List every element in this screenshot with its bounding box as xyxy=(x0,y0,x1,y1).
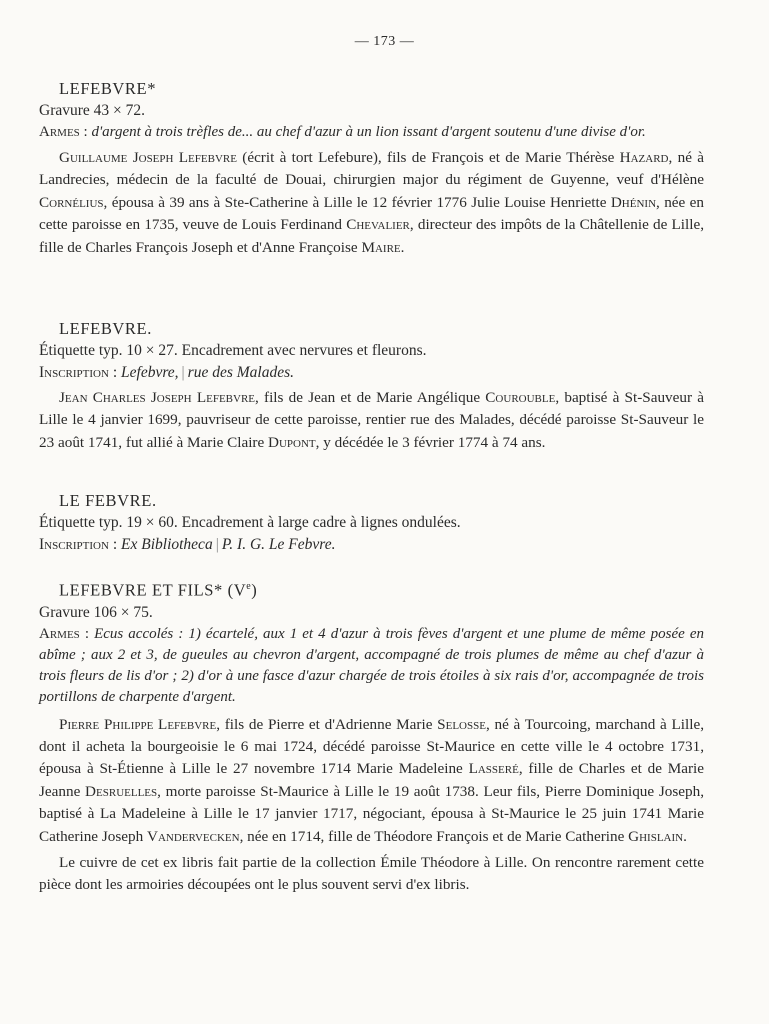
person-name: Courouble xyxy=(485,389,556,406)
person-name: Guillaume Joseph Lefebvre xyxy=(59,149,237,166)
inscription-part: rue des Malades. xyxy=(187,364,294,381)
biography-text: , fils de Pierre et d'Adrienne Marie xyxy=(216,715,438,733)
arms-description xyxy=(39,624,704,708)
entry-heading: LEFEBVRE* xyxy=(59,79,157,98)
entry-heading: LEFEBVRE. xyxy=(59,319,152,338)
person-name: Dupont xyxy=(268,433,316,451)
person-name: Lasseré xyxy=(468,760,519,778)
inscription: Inscription : Lefebvre, | rue des Malades. xyxy=(39,364,294,381)
biography-text: . xyxy=(683,827,687,845)
entry-format: Gravure 106 × 75. xyxy=(39,603,153,621)
inscription-part: Lefebvre, xyxy=(121,364,179,381)
entry-lefebvre-et-fils xyxy=(39,576,704,897)
entry-le-febvre xyxy=(39,490,704,556)
entry-biography xyxy=(39,147,704,259)
inscription-part: Ex Bibliotheca xyxy=(121,536,213,553)
biography-text: , né à Tourcoing, marchand à Lille, dont il acheta la bourgeoisie le 6 mai 1724, décédé paroisse St-Maurice en cette ville le 4 octobre 1731, épousa à St-Étienne à Lille le 27 novembre 1714 Marie Madeleine xyxy=(39,715,704,778)
biography-text: , née en cette paroisse en 1735, veuve de Louis Ferdinand xyxy=(39,193,704,234)
entry-biography xyxy=(39,714,704,848)
inscription-part: P. I. G. Le Febvre. xyxy=(221,536,336,553)
arms-text: Ecus accolés : 1) écartelé, aux 1 et 4 d'azur à trois fèves d'argent et une plume de même posée en abîme ; aux 2 et 3, de gueules au chevron d'argent, accompagné de trois plumes de même au chef d'azur à trois fleurs de lis d'or ; 2) d'or à une fasce d'azur chargée de trois étoiles à six rais d'or, accompagnée de trois portillons de charpente d'argent. xyxy=(39,625,704,705)
biography-text: , fille de Charles et de Marie Jeanne xyxy=(39,760,704,800)
biography-text: , fils de Jean et de Marie Angélique xyxy=(255,389,486,406)
biography-text: , y décédée le 3 février 1774 à 74 ans. xyxy=(315,433,546,451)
person-name: Dhénin xyxy=(610,193,657,211)
entry-heading: LE FEBVRE. xyxy=(59,491,157,510)
entry-note: Le cuivre de cet ex libris fait partie de la collection Émile Théodore à Lille. On rencontre rarement cette pièce dont les armoiries découpées ont le plus souvent servi d'ex libris. xyxy=(39,853,704,894)
biography-text: , morte paroisse St-Maurice à Lille le 19 août 1738. Leur fils, Pierre Dominique Joseph, baptisé à La Madeleine à Lille le 17 janvier 1717, négociant, épousa à St-Maurice le 25 juin 1741 Marie Catherine Joseph xyxy=(39,782,704,845)
person-name: Vandervecken xyxy=(146,827,240,845)
person-name: Maire xyxy=(361,238,401,256)
biography-text: , né à Landrecies, médecin de la faculté de Douai, chirurgien major du régiment de Guyenne, veuf d'Hélène xyxy=(39,149,704,189)
entry-lefebvre-1 xyxy=(39,78,704,259)
person-name: Ghislain xyxy=(628,827,684,845)
inscription: Inscription : Ex Bibliotheca | P. I. G. Le Febvre. xyxy=(39,536,336,553)
entry-format: Étiquette typ. 10 × 27. Encadrement avec nervures et fleurons. xyxy=(39,342,427,359)
person-name: Selosse xyxy=(437,715,486,733)
entry-format: Gravure 43 × 72. xyxy=(39,102,146,119)
entry-biography xyxy=(39,387,704,454)
arms-label: Armes : xyxy=(39,124,88,140)
entry-lefebvre-2 xyxy=(39,318,704,454)
biography-text: (écrit à tort Lefebure), fils de François et de Marie Thérèse xyxy=(236,149,620,166)
page-number: — 173 — xyxy=(354,34,415,49)
entry-format: Étiquette typ. 19 × 60. Encadrement à large cadre à lignes ondulées. xyxy=(39,514,461,531)
biography-text: , directeur des impôts de la Châtellenie de Lille, fille de Charles François Joseph et d'Anne Françoise xyxy=(39,216,704,256)
arms-text: d'argent à trois trèfles de... au chef d'azur à un lion issant d'argent soutenu d'une divise d'or. xyxy=(91,124,646,140)
arms-label: Armes : xyxy=(39,625,90,642)
inscription-label: Inscription : xyxy=(39,536,118,553)
person-name: Cornélius xyxy=(39,193,104,211)
biography-text: . xyxy=(400,238,405,256)
biography-text: , née en 1714, fille de Théodore François et de Marie Catherine xyxy=(239,827,629,845)
person-name: Desruelles xyxy=(85,782,158,800)
person-name: Jean Charles Joseph Lefebvre xyxy=(59,389,256,406)
biography-text: , épousa à 39 ans à Ste-Catherine à Lille le 12 février 1776 Julie Louise Henriette xyxy=(103,193,611,211)
arms-description xyxy=(39,122,704,143)
entry-heading: LEFEBVRE ET FILS* (Ve) xyxy=(59,580,258,600)
inscription-label: Inscription : xyxy=(39,364,118,381)
biography-text: , baptisé à St-Sauveur à Lille le 4 janvier 1699, pauvriseur de cette paroisse, rentier rue des Malades, décédé paroisse St-Sauveur le 23 août 1741, fut allié à Marie Claire xyxy=(39,389,704,451)
person-name: Chevalier xyxy=(346,216,410,234)
person-name: Hazard xyxy=(619,149,669,166)
person-name: Pierre Philippe Lefebvre xyxy=(59,715,217,733)
